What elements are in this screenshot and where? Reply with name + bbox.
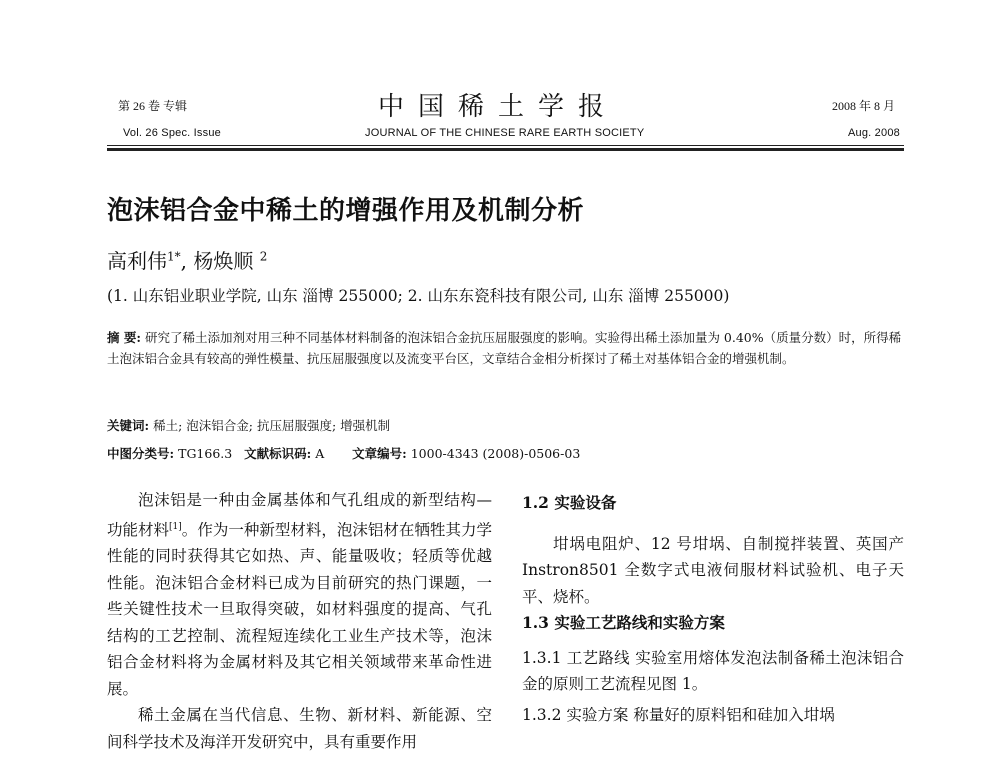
section-heading: 1.3 实验工艺路线和实验方案 <box>522 613 725 632</box>
paper-title: 泡沫铝合金中稀土的增强作用及机制分析 <box>107 196 585 226</box>
classification-line <box>107 444 580 462</box>
paragraph: 1.3.1 工艺路线 实验室用熔体发泡法制备稀土泡沫铝合金的原则工艺流程见图 1。 <box>522 648 904 693</box>
paragraph-text: 。作为一种新型材料，泡沫铝材在牺牲其力学性能的同时获得其它如热、声、能量吸收；轻质等优越性能。泡沫铝合金材料已成为目前研究的热门课题，一些关键性技术一旦取得突破，如材料强度的提高、气孔结构的工艺控制、流程短连续化工业生产技术等，泡沫铝合金材料将为金属材料及其它相关领域带来革命性进展。 <box>107 520 492 698</box>
paragraph: 稀土金属在当代信息、生物、新材料、新能源、空间科学技术及海洋开发研究中，具有重要作用 <box>107 706 492 751</box>
journal-title-en: JOURNAL OF THE CHINESE RARE EARTH SOCIETY <box>365 127 645 139</box>
paragraph: 1.3.2 实验方案 称量好的原料铝和硅加入坩埚 <box>522 705 835 724</box>
citation-ref: [1] <box>169 521 182 532</box>
abstract-text: 研究了稀土添加剂对用三种不同基体材料制备的泡沫铝合金抗压屈服强度的影响。实验得出稀土添加量为 0.40%（质量分数）时，所得稀土泡沫铝合金具有较高的弹性模量、抗压屈服强度以及流变平台区，文章结合金相分析探讨了稀土对基体铝合金的增强机制。 <box>107 330 902 366</box>
volume-cn: 第 26 卷 专辑 <box>118 99 188 113</box>
header-rule-thin <box>107 145 904 146</box>
keywords-label: 关键词: <box>107 418 150 433</box>
author-1: 高利伟 <box>107 249 167 273</box>
keywords <box>107 416 390 434</box>
header-rule-thick <box>107 148 904 151</box>
clc-label: 中图分类号: <box>107 446 175 461</box>
author-1-affiliation-mark: 1* <box>167 249 181 264</box>
affiliations: (1. 山东铝业职业学院, 山东 淄博 255000; 2. 山东东瓷科技有限公司, 山东 淄博 255000) <box>107 287 730 305</box>
body-left-column <box>107 487 492 755</box>
author-2: 杨焕顺 <box>193 249 254 273</box>
author-2-affiliation-mark: 2 <box>259 249 268 264</box>
date-cn: 2008 年 8 月 <box>832 99 896 113</box>
body-right-column <box>522 490 904 728</box>
author-line <box>107 245 267 274</box>
clc-value: TG166.3 <box>178 446 233 461</box>
section-heading: 1.2 实验设备 <box>522 493 617 512</box>
volume-en: Vol. 26 Spec. Issue <box>123 127 221 139</box>
paragraph-text: 泡沫铝是一种由金属基体和气孔组成的新型结构—功能材料 <box>107 491 492 539</box>
abstract-label: 摘 要: <box>107 330 141 345</box>
doc-code-label: 文献标识码: <box>244 446 312 461</box>
date-en: Aug. 2008 <box>848 127 900 139</box>
journal-title-cn: 中国稀土学报 <box>378 92 619 122</box>
abstract <box>107 327 903 369</box>
article-number-label: 文章编号: <box>352 446 407 461</box>
paragraph: 坩埚电阻炉、12 号坩埚、自制搅拌装置、英国产 Instron8501 全数字式电液伺服材料试验机、电子天平、烧杯。 <box>522 534 904 606</box>
doc-code-value: A <box>315 446 325 461</box>
paragraph <box>107 487 492 702</box>
keywords-text: 稀土; 泡沫铝合金; 抗压屈服强度; 增强机制 <box>153 418 391 433</box>
author-separator: , <box>180 249 194 273</box>
article-number-value: 1000-4343 (2008)-0506-03 <box>410 446 581 461</box>
